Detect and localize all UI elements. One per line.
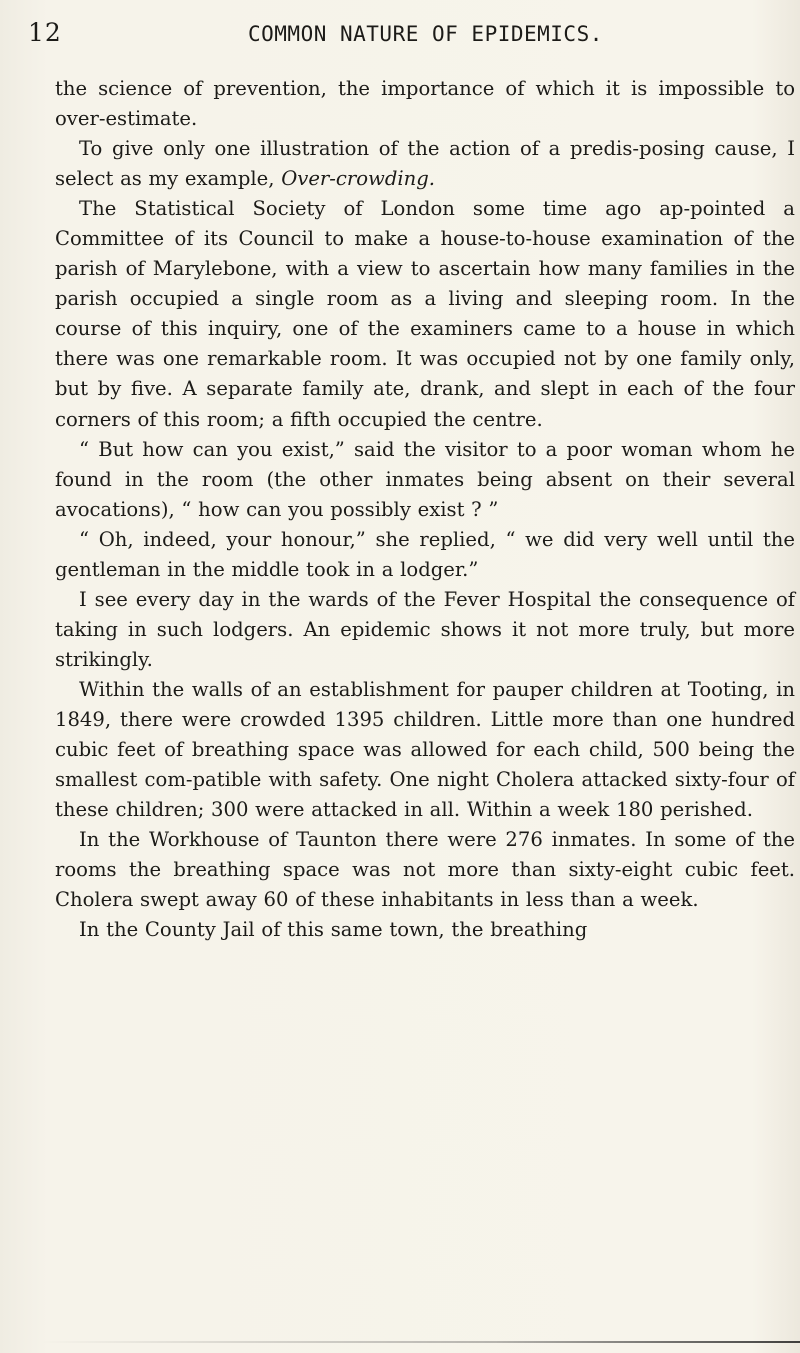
paragraph: The Statistical Society of London some time ago ap-pointed a Committee of its Council to make a house-to-house examination of the parish of Marylebone, with a view to ascertain how many families in the parish occupied a single room as a living and sleeping room. In the course of this inquiry, one of the examiners came to a house in which there was one remarkable room. It was occupied not by one family only, but by five. A separate family ate, drank, and slept in each of the four corners of this room; a fifth occupied the centre. (55, 197, 795, 431)
paragraph (55, 134, 795, 194)
page-edge-rule (40, 1341, 800, 1343)
paragraph: In the Workhouse of Taunton there were 276 inmates. In some of the rooms the breathing space was not more than sixty-eight cubic feet. Cholera swept away 60 of these inhabitants in less than a week. (55, 828, 795, 912)
emphasis-text: Over-crowding. (281, 167, 436, 191)
paragraph: Within the walls of an establishment for pauper children at Tooting, in 1849, there were crowded 1395 children. Little more than one hundred cubic feet of breathing space was allowed for each child, 500 being the smallest com-patible with safety. One night Cholera attacked sixty-four of these children; 300 were attacked in all. Within a week 180 perished. (55, 677, 795, 822)
page-number: 12 (28, 18, 62, 47)
paragraph: I see every day in the wards of the Fever Hospital the consequence of taking in such lodgers. An epidemic shows it not more truly, but more strikingly. (55, 587, 795, 671)
running-head: COMMON NATURE OF EPIDEMICS. (248, 22, 603, 46)
paragraph: In the County Jail of this same town, the breathing (79, 918, 588, 942)
paragraph: “ Oh, indeed, your honour,” she replied, “ we did very well until the gentleman in the middle took in a lodger.” (55, 527, 795, 581)
page-header (0, 18, 800, 58)
paragraph: the science of prevention, the importance of which it is impossible to over-estimate. (55, 77, 795, 131)
paragraph-text: To give only one illustration of the action of a predis-posing cause, I select as my example, (55, 137, 795, 191)
body-text (55, 74, 795, 945)
paragraph: “ But how can you exist,” said the visitor to a poor woman whom he found in the room (the other inmates being absent on their several avocations), “ how can you possibly exist ? ” (55, 437, 795, 521)
